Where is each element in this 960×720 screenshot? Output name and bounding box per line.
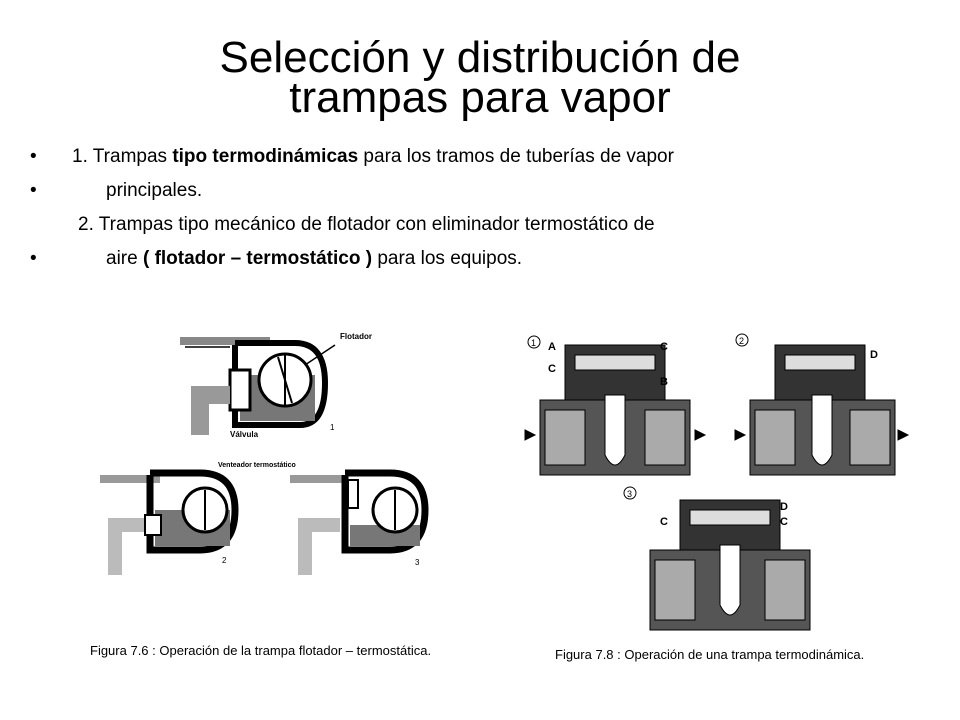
- bullet-4-text-pre: aire: [106, 248, 143, 269]
- float-trap-diagram-2: [100, 473, 235, 575]
- bullet-dot: •: [30, 146, 37, 167]
- label-D-bottom: D: [780, 501, 788, 513]
- label-flotador: Flotador: [340, 332, 372, 341]
- float-trap-drawing: [90, 325, 490, 670]
- bullet-item-2: [30, 174, 930, 208]
- label-C-bottom-left: C: [660, 516, 668, 528]
- bullet-item-1: [30, 140, 930, 174]
- bullet-1-text-pre: 1. Trampas: [72, 146, 173, 167]
- bullet-item-4: [30, 242, 930, 276]
- thermodynamic-trap-drawing: [520, 325, 920, 670]
- caption-figure-7-8: Figura 7.8 : Operación de una trampa termodinámica.: [555, 647, 865, 662]
- label-diagram-2: 2: [222, 556, 227, 565]
- bullet-3-text: 2. Trampas tipo mecánico de flotador con eliminador termostático de: [78, 214, 655, 235]
- thermo-trap-section-2: [735, 345, 908, 475]
- bullet-1-text-post: para los tramos de tuberías de vapor: [358, 146, 674, 167]
- figure-thermodynamic: [520, 325, 920, 670]
- bullet-4-text-post: para los equipos.: [372, 248, 523, 269]
- section-2-number: 2: [739, 336, 745, 346]
- title-line-1: Selección y distribución de: [219, 33, 741, 82]
- title-line-2: trampas para vapor: [289, 73, 671, 122]
- label-A: A: [548, 341, 556, 353]
- label-C-left: C: [548, 363, 556, 375]
- figure-float-thermostatic: [90, 325, 490, 670]
- bullet-dot: •: [30, 180, 37, 201]
- label-B: B: [660, 376, 668, 388]
- slide-title: [0, 33, 960, 122]
- label-D-top: D: [870, 349, 878, 361]
- label-valvula: Válvula: [230, 430, 259, 439]
- caption-figure-7-6: Figura 7.6 : Operación de la trampa flotador – termostática.: [90, 643, 432, 658]
- label-C-right: C: [660, 341, 668, 353]
- bullet-list: [30, 140, 930, 276]
- bullet-dot: •: [30, 248, 37, 269]
- float-trap-diagram-3: [290, 473, 425, 575]
- label-venteador: Venteador termostático: [218, 462, 296, 469]
- bullet-item-3: [30, 208, 930, 242]
- bullet-1-bold: tipo termodinámicas: [172, 146, 359, 167]
- label-diagram-3: 3: [415, 558, 420, 567]
- label-diagram-1: 1: [330, 423, 335, 432]
- float-trap-diagram-1: [180, 337, 335, 435]
- bullet-2-text: principales.: [106, 180, 203, 201]
- bullet-4-bold: ( flotador – termostático ): [142, 248, 373, 269]
- section-1-number: 1: [531, 338, 537, 348]
- section-3-number: 3: [627, 489, 633, 499]
- label-C-bottom-right: C: [780, 516, 788, 528]
